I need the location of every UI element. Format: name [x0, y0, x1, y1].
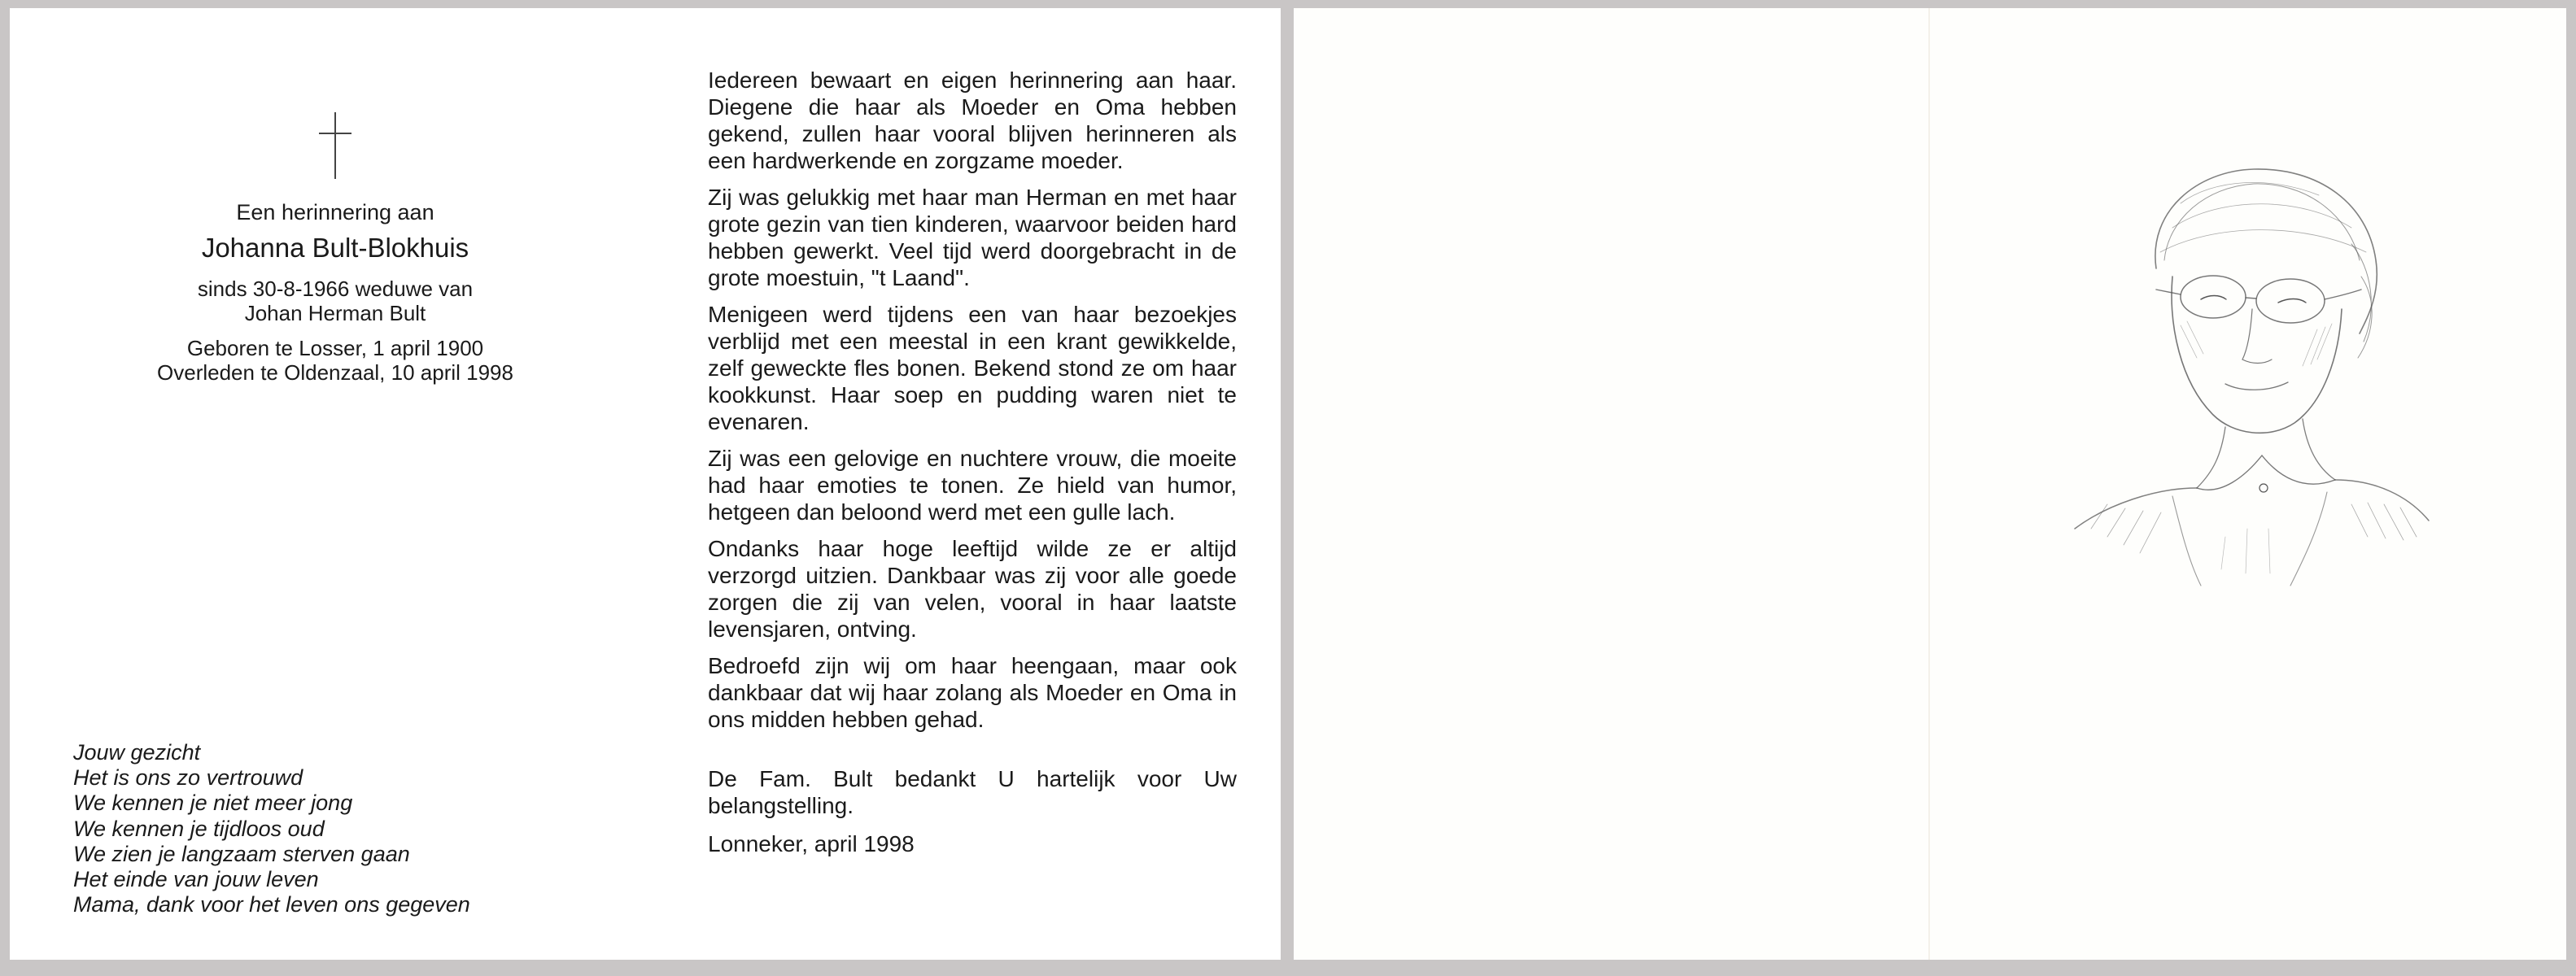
right-card-page — [1294, 8, 2566, 960]
paragraph: Iedereen bewaart en eigen herinnering aan haar. Diegene die haar als Moeder en Oma hebben gekend, zullen haar vooral blijven herinneren als een hardwerkende en zorgzame moeder. — [708, 68, 1237, 173]
poem-line: We zien je langzaam sterven gaan — [73, 841, 410, 866]
poem-line: Het einde van jouw leven — [73, 867, 319, 892]
left-card-page — [10, 8, 1281, 960]
poem-line: We kennen je tijdloos oud — [73, 816, 325, 841]
birth-line: Geboren te Losser, 1 april 1900 — [186, 336, 484, 360]
death-line: Overleden te Oldenzaal, 10 april 1998 — [157, 360, 513, 385]
deceased-name: Johanna Bult-Blokhuis — [201, 233, 469, 263]
fold-line — [1928, 8, 1930, 960]
paragraph: Zij was een gelovige en nuchtere vrouw, die moeite had haar emoties te tonen. Ze hield van humor, hetgeen dan beloond werd met een gulle lach. — [708, 446, 1237, 525]
poem-line: We kennen je niet meer jong — [73, 791, 353, 816]
closing-line: Lonneker, april 1998 — [708, 831, 915, 856]
paragraph: Menigeen werd tijdens een van haar bezoekjes verblijd met een meestal in een krant gewikkelde, zelf geweckte fles bonen. Bekend stond ze om haar kookkunst. Haar soep en pudding waren niet te evenaren. — [708, 302, 1237, 434]
widow-line-2: Johan Herman Bult — [244, 301, 426, 325]
poem-line: Jouw gezicht — [73, 740, 201, 765]
intro-text: Een herinnering aan — [236, 200, 434, 224]
poem-line: Mama, dank voor het leven ons gegeven — [73, 892, 470, 917]
cross-icon — [319, 112, 351, 179]
memorial-text — [708, 67, 1237, 867]
widow-line-1: sinds 30-8-1966 weduwe van — [197, 277, 474, 301]
paragraph: Ondanks haar hoge leeftijd wilde ze er altijd verzorgd uitzien. Dankbaar was zij voor alle goede zorgen die zij van velen, vooral in haar laatste levensjaren, ontving. — [708, 536, 1237, 642]
paragraph: Bedroefd zijn wij om haar heengaan, maar ook dankbaar dat wij haar zolang als Moeder en Oma in ons midden hebben gehad. — [708, 653, 1237, 732]
portrait-sketch-icon — [2059, 146, 2433, 602]
paragraph: Zij was gelukkig met haar man Herman en met haar grote gezin van tien kinderen, waarvoor beiden hard hebben gewerkt. Veel tijd werd doorgebracht in de grote moestuin, "t Laand". — [708, 185, 1237, 290]
poem — [73, 740, 470, 917]
thanks-paragraph: De Fam. Bult bedankt U hartelijk voor Uw belangstelling. — [708, 766, 1237, 818]
poem-line: Het is ons zo vertrouwd — [73, 765, 303, 791]
